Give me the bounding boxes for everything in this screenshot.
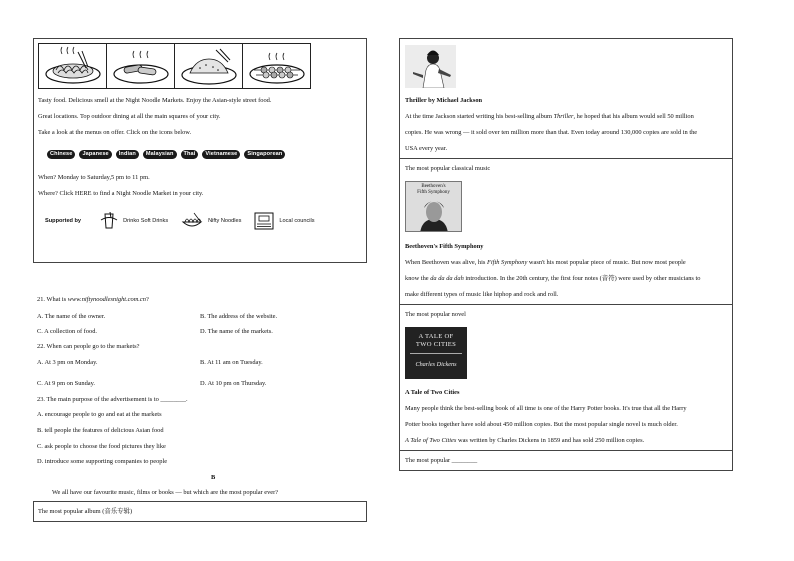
classical-line-2	[405, 275, 700, 283]
ad-line-menus: Take a look at the menus on offer. Click on the icons below.	[38, 129, 192, 136]
classical-title: Beethoven's Fifth Symphony	[405, 243, 484, 250]
q22-option-b[interactable]: B. At 11 am on Tuesday.	[200, 359, 263, 366]
popular-items-table	[399, 38, 733, 471]
q23-option-d[interactable]: D. introduce some supporting companies to people	[37, 458, 168, 465]
classical-l1-work: Fifth Symphony	[487, 259, 528, 266]
food-pictures-strip	[38, 43, 311, 89]
q21-option-a[interactable]: A. The name of the owner.	[37, 313, 106, 320]
beethoven-cover-line2: Fifth Symphony	[417, 189, 450, 195]
tale-cover-image	[405, 327, 467, 379]
q23-option-c[interactable]: C. ask people to choose the food pictures they like	[37, 443, 166, 450]
q21-option-b[interactable]: B. The address of the website.	[200, 313, 278, 320]
beethoven-cover-text	[406, 184, 461, 195]
classical-l2-b: introduction. In the 20th century, the first four notes (音符) were used by other musicians to	[463, 275, 701, 282]
q22-option-c[interactable]: C. At 9 pm on Sunday.	[37, 380, 95, 387]
classical-line-3: make different types of music like hiphop and rock and roll.	[405, 291, 559, 298]
album-section-box	[33, 501, 367, 522]
sponsor-nifty-label: Nifty Noodles	[208, 217, 242, 224]
rice-dish-image[interactable]	[175, 44, 243, 88]
question-22-stem: 22. When can people go to the markets?	[37, 343, 140, 350]
drinko-logo-icon	[99, 212, 119, 230]
q21-stem-prefix: 21. What is	[37, 296, 68, 303]
local-councils-logo-icon	[253, 211, 275, 231]
q21-option-d[interactable]: D. The name of the markets.	[200, 328, 273, 335]
thriller-cover-image	[405, 45, 456, 88]
novel-l3-title: A Tale of Two Cities	[405, 437, 457, 444]
nifty-noodles-logo-icon	[180, 212, 204, 230]
sponsor-local-councils-label: Local councils	[279, 217, 315, 224]
thriller-line-3: USA every year.	[405, 145, 448, 152]
tag-malaysian[interactable]: Malaysian	[143, 150, 177, 159]
q22-option-d[interactable]: D. At 10 pm on Thursday.	[200, 380, 267, 387]
novel-l3-b: was written by Charles Dickens in 1859 and has sold 250 million copies.	[456, 437, 645, 444]
novel-line-2: Potter books together have sold about 450 million copies. But the most popular single novel is much older.	[405, 421, 678, 428]
novel-line-3	[405, 437, 644, 445]
cuisine-tags	[47, 150, 285, 159]
q22-option-a[interactable]: A. At 3 pm on Monday.	[37, 359, 98, 366]
last-header: The most popular ________	[405, 457, 478, 464]
tag-thai[interactable]: Thai	[181, 150, 199, 159]
question-21-stem	[37, 296, 149, 304]
ad-line-tasty-food: Tasty food. Delicious smell at the Night Noodle Markets. Enjoy the Asian-style street food.	[38, 97, 272, 104]
album-header: The most popular album (音乐专辑)	[38, 508, 133, 515]
ad-line-great-locations: Great locations. Top outdoor dining at all the main squares of your city.	[38, 113, 221, 120]
thriller-section	[400, 39, 732, 159]
novel-title: A Tale of Two Cities	[405, 389, 460, 396]
thriller-l1-a: At the time Jackson started writing his best-selling album	[405, 113, 554, 120]
sponsor-drinko-label: Drinko Soft Drinks	[123, 217, 169, 224]
tale-cover-line2: TWO CITIES	[415, 341, 457, 349]
ad-line-when: When? Monday to Saturday,5 pm to 11 pm.	[38, 174, 150, 181]
question-23-stem: 23. The main purpose of the advertisement is to ________.	[37, 396, 188, 403]
passage-b-intro: We all have our favourite music, films or books — but which are the most popular ever?	[52, 489, 279, 496]
tag-japanese[interactable]: Japanese	[79, 150, 111, 159]
thriller-line-1	[405, 113, 694, 121]
ad-line-where[interactable]: Where? Click HERE to find a Night Noodle Market in your city.	[38, 190, 204, 197]
skewers-dish-image[interactable]	[243, 44, 310, 88]
classical-line-1	[405, 259, 686, 267]
classical-l2-intro: da da da dah	[430, 275, 464, 282]
section-b-heading: B	[211, 474, 216, 481]
q21-stem-url: www.niftynoodlesnight.com.cn	[67, 296, 146, 303]
classical-l2-a: know the	[405, 275, 431, 282]
tale-cover-divider	[410, 353, 462, 354]
advertisement-box	[33, 38, 367, 263]
beethoven-cover-image	[405, 181, 462, 232]
tag-chinese[interactable]: Chinese	[47, 150, 75, 159]
sponsor-nifty	[180, 212, 241, 230]
q23-option-b[interactable]: B. tell people the features of delicious Asian food	[37, 427, 164, 434]
sponsor-drinko	[99, 212, 168, 230]
classical-l1-b: wasn't his most popular piece of music. But now most people	[527, 259, 686, 266]
novel-section	[400, 305, 732, 451]
q21-stem-suffix: ?	[145, 296, 149, 303]
tale-cover-author: Charles Dickens	[415, 361, 457, 369]
tag-singaporean[interactable]: Singaporean	[244, 150, 285, 159]
thriller-l1-b: , he hoped that his album would sell 50 million	[573, 113, 694, 120]
novel-line-1: Many people think the best-selling book of all time is one of the Harry Potter books. It's true that all the Harry	[405, 405, 687, 412]
q23-option-a[interactable]: A. encourage people to go and eat at the markets	[37, 411, 162, 418]
classical-header: The most popular classical music	[405, 165, 491, 172]
thriller-title: Thriller by Michael Jackson	[405, 97, 483, 104]
tag-indian[interactable]: Indian	[116, 150, 139, 159]
q21-option-c[interactable]: C. A collection of food.	[37, 328, 97, 335]
tag-vietnamese[interactable]: Vietnamese	[202, 150, 240, 159]
spring-rolls-dish-image[interactable]	[107, 44, 175, 88]
thriller-line-2: copies. He was wrong — it sold over ten million more than that. Even today around 130,000 copies are sold in the	[405, 129, 698, 136]
classical-section	[400, 159, 732, 305]
thriller-l1-album: Thriller	[553, 113, 574, 120]
novel-header: The most popular novel	[405, 311, 466, 318]
supported-by-label: Supported by	[45, 217, 82, 224]
supported-by-row	[45, 211, 315, 231]
tale-cover-line1: A TALE OF	[418, 333, 454, 340]
noodles-dish-image[interactable]	[39, 44, 107, 88]
beethoven-cover-line1: Beethoven's	[421, 184, 446, 189]
last-section	[400, 451, 732, 470]
classical-l1-a: When Beethoven was alive, his	[405, 259, 487, 266]
sponsor-local-councils	[253, 211, 314, 231]
